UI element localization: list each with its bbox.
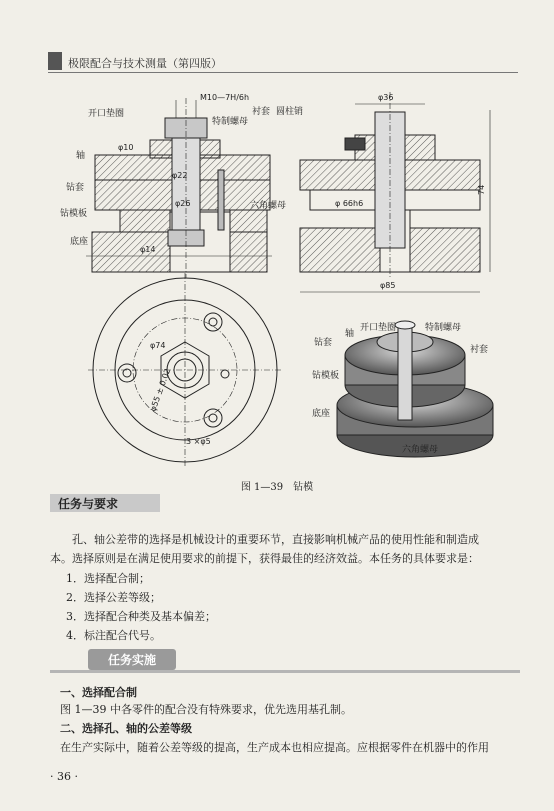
- implementation-heading: 任务实施: [107, 653, 156, 667]
- label-zhou: 轴: [76, 151, 86, 161]
- dim-d85: φ85: [380, 281, 396, 290]
- paragraph-line-1: 孔、轴公差带的选择是机械设计的重要环节，直接影响机械产品的使用性能和制造成: [72, 533, 479, 546]
- label-dizuo-3d: 底座: [312, 409, 331, 419]
- dim-h74: 74: [477, 184, 486, 195]
- dim-d55: φ55 ± 0.02: [148, 367, 173, 413]
- label-chentao-front: 衬套: [252, 107, 271, 117]
- implementation-rule: [50, 670, 520, 673]
- dim-d22: φ22: [172, 171, 188, 180]
- dim-d74: φ74: [150, 341, 166, 350]
- dim-d66: φ 66h6: [335, 199, 364, 208]
- subheading-1: 一、选择配合制: [60, 686, 137, 699]
- label-liujiao-3d: 六角螺母: [402, 445, 439, 455]
- label-dizuo: 底座: [70, 237, 89, 247]
- list-item-1: 1．选择配合制；: [66, 572, 150, 585]
- label-kaikou-3d: 开口垫圈: [360, 323, 397, 333]
- label-liujiao-front: 六角螺母: [250, 201, 287, 211]
- dim-d10: φ10: [118, 143, 134, 152]
- label-tezhi-3d: 特制螺母: [425, 323, 462, 333]
- label-chentao-3d: 衬套: [470, 345, 489, 355]
- implementation-heading-tab: [88, 649, 176, 670]
- dim-d36: φ36: [378, 93, 394, 102]
- paragraph-line-2: 本。选择原则是在满足使用要求的前提下，获得最佳的经济效益。本任务的具体要求是：: [50, 552, 479, 565]
- label-zuanmoban: 钻模板: [60, 209, 88, 219]
- implementation-paragraph-1: 图 1—39 中各零件的配合没有特殊要求，优先选用基孔制。: [60, 703, 352, 716]
- list-item-4: 4．标注配合代号。: [66, 629, 161, 642]
- label-zuantao-3d: 钻套: [314, 338, 333, 348]
- list-item-3: 3．选择配合种类及基本偏差；: [66, 610, 216, 623]
- label-kaikou: 开口垫圈: [88, 109, 125, 119]
- page-number: · 36 ·: [50, 770, 78, 783]
- side-view: [300, 92, 490, 292]
- top-view: [88, 273, 282, 467]
- label-zhou-3d: 轴: [345, 329, 355, 339]
- dim-d14: φ14: [140, 245, 156, 254]
- label-zuantao: 钻套: [66, 183, 85, 193]
- section-heading-box: [50, 494, 160, 512]
- label-yuanzhu: 圆柱销: [276, 107, 304, 117]
- figure-caption: 图 1—39 钻模: [240, 482, 314, 493]
- label-zuanmoban-3d: 钻模板: [312, 371, 340, 381]
- section-heading: 任务与要求: [58, 497, 119, 511]
- label-tezhi-front: 特制螺母: [212, 117, 249, 127]
- subheading-2: 二、选择孔、轴的公差等级: [60, 722, 192, 735]
- running-header: 极限配合与技术测量（第四版）: [68, 57, 222, 70]
- dim-d26: φ26: [175, 199, 191, 208]
- list-item-2: 2．选择公差等级；: [66, 591, 161, 604]
- dim-m10: M10—7H/6h: [200, 93, 250, 102]
- isometric-view: [337, 321, 493, 457]
- dim-holes: 3 ×φ5: [186, 437, 211, 446]
- implementation-paragraph-2: 在生产实际中，随着公差等级的提高，生产成本也相应提高。应根据零件在机器中的作用: [60, 741, 489, 754]
